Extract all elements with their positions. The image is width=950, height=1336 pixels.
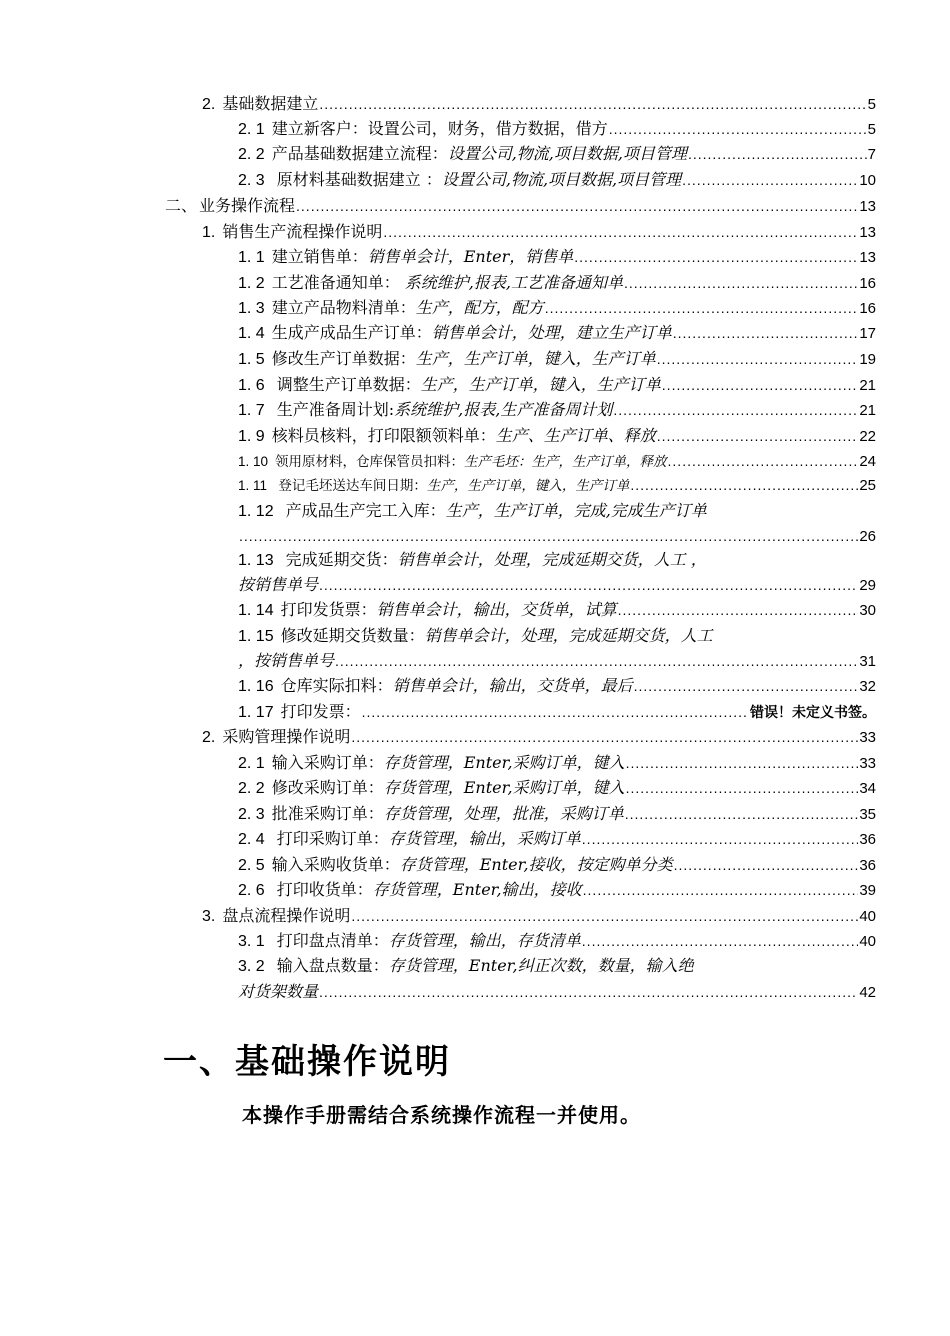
toc-entry-title	[238, 598, 617, 623]
toc-entry-label: 打印发票：	[280, 702, 361, 721]
toc-bookmark-error: 错误！未定义书签。	[750, 705, 876, 721]
toc-page-number: 7	[867, 146, 876, 163]
toc-entry[interactable]	[202, 92, 876, 116]
toc-entry-title	[238, 751, 625, 776]
toc-page-number: 36	[859, 857, 876, 874]
toc-leader-dots	[383, 220, 858, 244]
toc-entry-label: 业务操作流程	[199, 196, 296, 215]
toc-entry-path: 设置公司,物流,项目数据,项目管理	[447, 144, 687, 163]
toc-entry-label: 销售生产流程操作说明	[222, 222, 383, 241]
toc-entry[interactable]	[238, 168, 876, 192]
toc-entry-number: 2. 6	[238, 882, 265, 899]
toc-page-number: 16	[859, 275, 876, 292]
toc-entry[interactable]	[238, 524, 876, 548]
toc-leader-dots	[574, 245, 858, 269]
toc-entry-path: 设置公司,物流,项目数据,项目管理	[441, 170, 682, 189]
toc-entry-label: 修改采购订单：	[271, 778, 384, 797]
toc-page-number: 13	[859, 224, 876, 241]
toc-entry-title	[238, 674, 633, 699]
toc-entry[interactable]	[238, 954, 876, 978]
toc-entry-label: 批准采购订单：	[271, 804, 384, 823]
toc-entry-path: 生产，生产订单，键入，生产订单	[415, 349, 656, 368]
toc-leader-dots	[625, 802, 859, 826]
toc-entry-path: 生产、生产订单、释放	[495, 426, 656, 445]
toc-entry-path: 存货管理，Enter,采购订单，键入	[383, 778, 625, 797]
toc-entry-label: 建立新客户：设置公司，财务，借方数据，借方	[271, 119, 608, 138]
toc-entry-number: 2. 4	[238, 831, 265, 848]
toc-entry-label: 登记毛坯送达车间日期：	[274, 478, 427, 494]
toc-entry-title	[238, 802, 624, 827]
toc-leader-dots	[319, 980, 858, 1004]
toc-leader-dots	[618, 598, 859, 622]
toc-entry-number: 1. 7	[238, 402, 265, 419]
toc-entry-label: 建立销售单：	[271, 247, 368, 266]
toc-entry-label: 输入盘点数量：	[271, 956, 389, 975]
toc-entry-label: 基础数据建立	[222, 94, 319, 113]
toc-leader-dots	[351, 904, 858, 928]
toc-entry[interactable]	[238, 142, 876, 166]
toc-page-number: 17	[859, 325, 876, 342]
toc-page-number: 5	[867, 96, 876, 113]
toc-entry-path: 销售单会计，Enter，销售单	[367, 247, 574, 266]
toc-entry-path: 销售单会计，处理，完成延期交货，人工 ，	[397, 550, 707, 569]
toc-entry-path: 存货管理，Enter,输出，接收	[372, 880, 582, 899]
toc-entry-label: 打印采购订单：	[271, 829, 389, 848]
toc-entry-path: 生产，配方，配方	[415, 298, 544, 317]
toc-entry-path: 生产，生产订单，完成,完成生产订单	[445, 501, 707, 520]
toc-page-number: 35	[859, 806, 876, 823]
toc-leader-dots	[362, 700, 749, 724]
toc-entry[interactable]	[238, 624, 876, 648]
toc-entry-number: 2. 2	[238, 146, 265, 163]
toc-entry-title	[238, 878, 582, 903]
toc-entry-number: 1. 6	[238, 377, 265, 394]
toc-page-number: 24	[859, 453, 876, 470]
toc-entry-title	[165, 194, 295, 219]
toc-entry-label: 修改生产订单数据：	[271, 349, 416, 368]
toc-entry-number: 2. 3	[238, 172, 265, 189]
toc-page-number: 21	[859, 377, 876, 394]
toc-entry-title	[238, 321, 672, 346]
toc-entry-number: 1. 10	[238, 454, 269, 469]
toc-entry-title	[202, 725, 350, 750]
chapter-intro: 本操作手册需结合系统操作流程一并使用。	[242, 1103, 641, 1127]
toc-entry-label: 生成产成品生产订单：	[271, 323, 432, 342]
toc-entry-path: 生产毛坯：生产，生产订单，释放	[464, 454, 667, 470]
toc-entry-number: 1. 14	[238, 602, 274, 619]
toc-entry-title	[238, 929, 581, 954]
toc-entry-path: 销售单会计，输出，交货单，最后	[392, 676, 633, 695]
toc-entry-number: 1. 1	[238, 249, 265, 266]
toc-page-number: 39	[859, 882, 876, 899]
toc-entry-title	[238, 548, 707, 573]
toc-entry-path: 按销售单号	[238, 575, 319, 594]
toc-entry-number: 2.	[202, 729, 216, 746]
toc-entry-title	[238, 245, 573, 270]
toc-entry-path: 销售单会计，处理，完成延期交货，人工	[424, 626, 713, 645]
toc-entry[interactable]	[238, 424, 876, 448]
toc-page-number: 32	[859, 678, 876, 695]
toc-page-number: 21	[859, 402, 876, 419]
toc-page-number: 19	[859, 351, 876, 368]
toc-entry-label: 打印收货单：	[271, 880, 373, 899]
toc-leader-dots	[351, 725, 858, 749]
toc-entry-title	[238, 296, 544, 321]
toc-entry-title	[238, 573, 318, 597]
toc-entry-number: 1. 12	[238, 503, 274, 520]
toc-entry-number: 2. 5	[238, 857, 265, 874]
toc-entry-label: 产品基础数据建立流程：	[271, 144, 448, 163]
toc-entry[interactable]	[238, 674, 876, 698]
toc-entry-number: 1. 17	[238, 704, 274, 721]
toc-leader-dots	[582, 827, 859, 851]
toc-entry-label: 仓库实际扣料：	[280, 676, 393, 695]
toc-entry[interactable]	[202, 725, 876, 749]
toc-entry-title	[202, 92, 318, 117]
toc-entry-path: 销售单会计，输出，交货单，试算	[376, 600, 617, 619]
toc-page-number: 34	[859, 780, 876, 797]
toc-leader-dots	[582, 929, 859, 953]
toc-entry-number: 2. 1	[238, 121, 265, 138]
toc-entry[interactable]	[238, 296, 876, 320]
toc-leader-dots	[688, 142, 867, 166]
toc-entry-number: 3.	[202, 908, 216, 925]
toc-entry-label: 调整生产订单数据：	[271, 375, 421, 394]
toc-entry-title	[238, 168, 681, 193]
toc-entry[interactable]	[238, 649, 876, 673]
toc-entry-path: 对货架数量	[238, 982, 319, 1001]
toc-entry-number: 1. 11	[238, 478, 268, 493]
toc-entry-title	[238, 142, 687, 167]
toc-entry-label: 输入采购收货单：	[271, 855, 400, 874]
toc-entry-title	[238, 474, 629, 498]
toc-leader-dots	[335, 649, 858, 673]
toc-leader-dots	[674, 853, 859, 877]
chapter-heading: 一、基础操作说明	[163, 1042, 451, 1082]
toc-page-number: 33	[859, 729, 876, 746]
toc-entry[interactable]	[238, 398, 876, 422]
toc-leader-dots	[319, 92, 866, 116]
toc-entry[interactable]	[238, 321, 876, 345]
toc-entry-label: 生产准备周计划:	[271, 400, 395, 419]
toc-page-number: 13	[859, 198, 876, 215]
toc-entry-number: 1. 3	[238, 300, 265, 317]
toc-page-number: 31	[859, 653, 876, 670]
toc-leader-dots	[609, 117, 867, 141]
toc-entry-number: 1. 15	[238, 628, 274, 645]
toc-page-number: 10	[859, 172, 876, 189]
toc-entry[interactable]	[238, 449, 876, 473]
toc-entry[interactable]	[202, 904, 876, 928]
toc-entry-number: 1. 4	[238, 325, 265, 342]
toc-entry-title	[238, 271, 623, 296]
toc-entry-path: ，按销售单号	[238, 651, 335, 670]
toc-entry-label: 打印发货票：	[280, 600, 377, 619]
toc-entry[interactable]	[238, 853, 876, 877]
toc-entry-title	[238, 624, 713, 649]
toc-leader-dots	[668, 449, 859, 473]
toc-entry-label: 修改延期交货数量：	[280, 626, 425, 645]
toc-entry-title	[238, 827, 581, 852]
toc-entry-title	[238, 700, 361, 725]
toc-entry-number: 2.	[202, 96, 216, 113]
toc-entry-path: 存货管理，处理，批准，采购订单	[383, 804, 624, 823]
toc-entry-number: 2. 3	[238, 806, 265, 823]
toc-entry-label: 完成延期交货：	[280, 550, 398, 569]
toc-entry-title	[202, 220, 382, 245]
toc-entry-title	[238, 117, 608, 142]
toc-leader-dots	[657, 347, 859, 371]
toc-entry-path: 存货管理，Enter,采购订单，键入	[383, 753, 625, 772]
toc-entry-label: 领用原材料，仓库保管员扣料：	[275, 454, 465, 470]
toc-entry-path: 存货管理，输出，存货清单	[388, 931, 581, 950]
toc-entry[interactable]	[238, 751, 876, 775]
toc-entry[interactable]	[238, 473, 876, 497]
toc-leader-dots	[545, 296, 859, 320]
toc-entry-label: 盘点流程操作说明	[222, 906, 351, 925]
toc-entry[interactable]	[238, 802, 876, 826]
toc-leader-dots	[630, 473, 858, 497]
toc-entry-number: 二、	[165, 198, 198, 215]
toc-entry-title	[238, 980, 318, 1004]
toc-entry[interactable]	[238, 373, 876, 397]
toc-entry-path: 系统维护,报表,工艺准备通知单	[399, 273, 623, 292]
toc-page-number: 25	[859, 477, 876, 494]
toc-entry-path: 存货管理，Enter,接收，按定购单分类	[399, 855, 673, 874]
toc-entry[interactable]	[238, 929, 876, 953]
toc-entry-title	[238, 450, 667, 474]
toc-entry-title	[238, 954, 694, 979]
toc-leader-dots	[583, 878, 859, 902]
toc-page-number: 42	[859, 984, 876, 1001]
toc-entry-title	[202, 904, 350, 929]
toc-entry-label: 核料员核料，打印限额领料单：	[271, 426, 496, 445]
toc-entry[interactable]	[238, 878, 876, 902]
toc-entry-title	[238, 853, 673, 878]
toc-entry-path: 销售单会计，处理，建立生产订单	[431, 323, 672, 342]
toc-entry-title	[238, 424, 656, 449]
toc-entry[interactable]	[238, 776, 876, 800]
toc-entry-number: 1.	[202, 224, 216, 241]
toc-leader-dots	[296, 194, 858, 218]
toc-leader-dots	[613, 398, 858, 422]
toc-entry[interactable]	[238, 980, 876, 1004]
toc-page-number: 36	[859, 831, 876, 848]
toc-entry[interactable]	[238, 117, 876, 141]
toc-entry-title	[238, 373, 661, 398]
toc-entry[interactable]	[238, 499, 876, 523]
toc-entry-number: 2. 1	[238, 755, 265, 772]
toc-entry[interactable]	[238, 700, 876, 724]
toc-entry-number: 1. 5	[238, 351, 265, 368]
toc-page-number: 40	[859, 933, 876, 950]
toc-entry-title	[238, 347, 656, 372]
toc-entry-label: 工艺准备通知单：	[271, 273, 400, 292]
toc-entry[interactable]	[202, 220, 876, 244]
toc-entry-label: 采购管理操作说明	[222, 727, 351, 746]
toc-page-number: 22	[859, 428, 876, 445]
toc-entry-path: 生产，生产订单，键入，生产订单	[420, 375, 661, 394]
toc-leader-dots	[624, 271, 858, 295]
toc-page-number: 26	[859, 528, 876, 545]
toc-entry[interactable]	[165, 194, 876, 218]
toc-entry-number: 3. 1	[238, 933, 265, 950]
toc-entry-label: 输入采购订单：	[271, 753, 384, 772]
toc-page-number: 30	[859, 602, 876, 619]
toc-entry-title	[238, 649, 334, 673]
toc-entry-number: 1. 13	[238, 552, 274, 569]
toc-entry-number: 1. 16	[238, 678, 274, 695]
toc-leader-dots	[239, 524, 858, 548]
toc-leader-dots	[319, 573, 858, 597]
toc-entry[interactable]	[238, 573, 876, 597]
toc-page-number: 13	[859, 249, 876, 266]
toc-page-number: 5	[867, 121, 876, 138]
toc-entry-label: 建立产品物料清单：	[271, 298, 416, 317]
toc-entry[interactable]	[238, 548, 876, 572]
toc-page-number: 16	[859, 300, 876, 317]
toc-entry-number: 3. 2	[238, 958, 265, 975]
toc-leader-dots	[626, 776, 859, 800]
toc-entry-number: 1. 2	[238, 275, 265, 292]
toc-entry-number: 2. 2	[238, 780, 265, 797]
toc-entry-label: 打印盘点清单：	[271, 931, 389, 950]
toc-entry-number: 1. 9	[238, 428, 265, 445]
toc-leader-dots	[682, 168, 858, 192]
toc-entry-path: 系统维护,报表,生产准备周计划	[394, 400, 613, 419]
toc-page-number: 40	[859, 908, 876, 925]
toc-leader-dots	[662, 373, 859, 397]
toc-entry-label: 原材料基础数据建立 ：	[271, 170, 442, 189]
toc-entry-path: 存货管理，输出，采购订单	[388, 829, 581, 848]
toc-page-number: 29	[859, 577, 876, 594]
toc-entry[interactable]	[238, 598, 876, 622]
toc-leader-dots	[657, 424, 859, 448]
toc-entry[interactable]	[238, 827, 876, 851]
toc-leader-dots	[626, 751, 859, 775]
toc-entry-title	[238, 499, 707, 524]
toc-entry[interactable]	[238, 245, 876, 269]
toc-entry[interactable]	[238, 347, 876, 371]
toc-leader-dots	[634, 674, 859, 698]
toc-page-number: 33	[859, 755, 876, 772]
toc-entry-title	[238, 776, 625, 801]
toc-entry-path: 存货管理，Enter,纠正次数，数量，输入绝	[388, 956, 694, 975]
toc-entry-label: 产成品生产完工入库：	[280, 501, 446, 520]
toc-leader-dots	[673, 321, 859, 345]
toc-entry-title	[238, 398, 612, 423]
toc-entry[interactable]	[238, 271, 876, 295]
toc-entry-path: 生产，生产订单，键入，生产订单	[426, 478, 630, 494]
